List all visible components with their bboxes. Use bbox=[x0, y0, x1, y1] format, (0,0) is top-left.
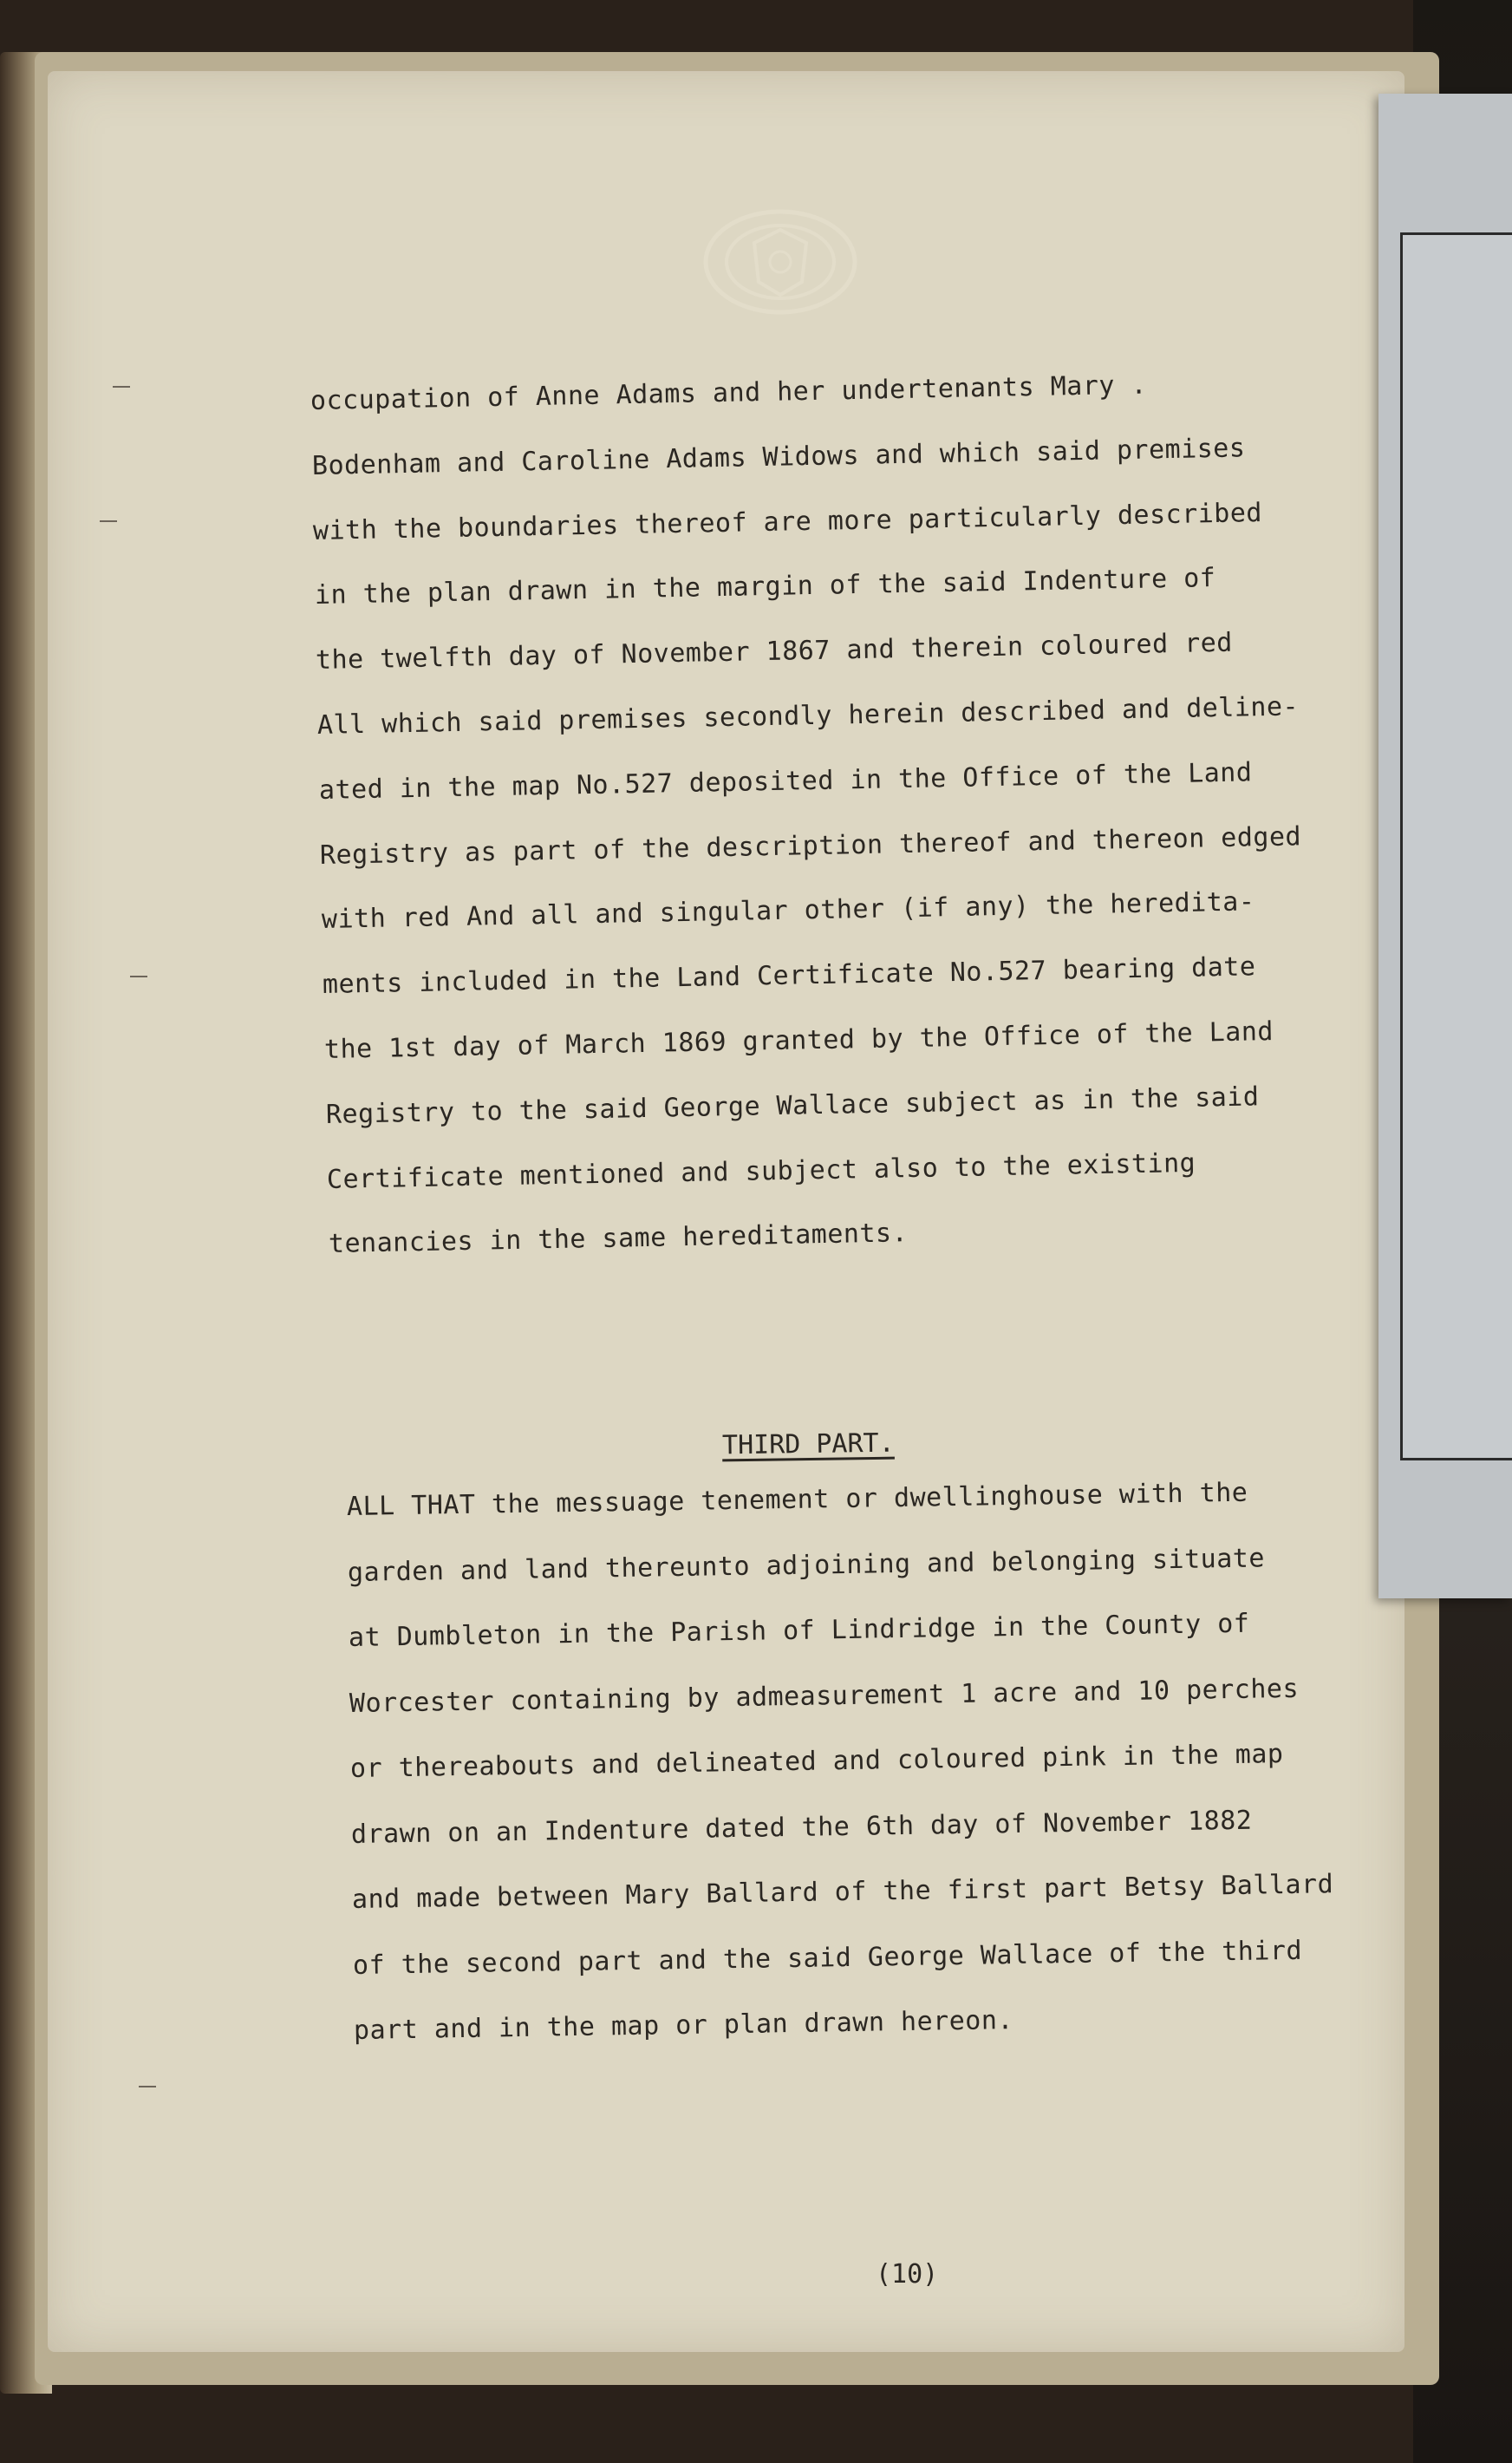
document-text-line: ALL THAT the messuage tenement or dwellinghouse with the bbox=[346, 1477, 1248, 1522]
margin-mark bbox=[139, 2086, 156, 2087]
embossed-seal-icon bbox=[702, 208, 858, 317]
document-text-line: Certificate mentioned and subject also to the existing bbox=[326, 1147, 1196, 1195]
document-text-line: Registry as part of the description thereof and thereon edged bbox=[319, 820, 1302, 871]
overlay-sheet bbox=[1378, 94, 1512, 1598]
margin-mark bbox=[100, 520, 117, 522]
document-text-line: the 1st day of March 1869 granted by the Office of the Land bbox=[323, 1016, 1274, 1065]
document-text-line: with the boundaries thereof are more particularly described bbox=[312, 497, 1263, 546]
document-text-line: with red And all and singular other (if any) the heredita- bbox=[321, 886, 1255, 936]
document-text-line: ments included in the Land Certificate No.527 bearing date bbox=[323, 951, 1257, 1001]
document-text-line: Registry to the said George Wallace subject as in the said bbox=[325, 1081, 1260, 1130]
document-text-line: tenancies in the same hereditaments. bbox=[328, 1218, 909, 1260]
document-text-line: at Dumbleton in the Parish of Lindridge in the County of bbox=[348, 1608, 1250, 1653]
document-text-line: of the second part and the said George Wallace of the third bbox=[352, 1935, 1303, 1981]
page-number: (10) bbox=[876, 2259, 939, 2290]
margin-mark bbox=[130, 976, 147, 977]
document-text-line: All which said premises secondly herein described and deline- bbox=[316, 691, 1300, 741]
document-text-line: part and in the map or plan drawn hereon. bbox=[353, 2005, 1014, 2046]
document-text-line: garden and land thereunto adjoining and belonging situate bbox=[347, 1542, 1266, 1588]
document-text-line: ated in the map No.527 deposited in the Office of the Land bbox=[318, 757, 1253, 806]
document-text-line: Bodenham and Caroline Adams Widows and which said premises bbox=[311, 433, 1246, 481]
document-text-line: in the plan drawn in the margin of the said Indenture of bbox=[314, 563, 1216, 611]
section-heading: THIRD PART. bbox=[721, 1427, 895, 1461]
margin-mark bbox=[113, 386, 130, 388]
document-text-line: the twelfth day of November 1867 and therein coloured red bbox=[316, 627, 1234, 676]
overlay-frame bbox=[1400, 232, 1512, 1460]
document-text-line: drawn on an Indenture dated the 6th day of November 1882 bbox=[350, 1805, 1253, 1850]
document-text-line: Worcester containing by admeasurement 1 acre and 10 perches bbox=[349, 1673, 1300, 1719]
document-text-line: and made between Mary Ballard of the first part Betsy Ballard bbox=[351, 1869, 1334, 1915]
document-text-line: or thereabouts and delineated and coloured pink in the map bbox=[349, 1739, 1284, 1784]
document-text-line: occupation of Anne Adams and her undertenants Mary . bbox=[310, 369, 1148, 416]
